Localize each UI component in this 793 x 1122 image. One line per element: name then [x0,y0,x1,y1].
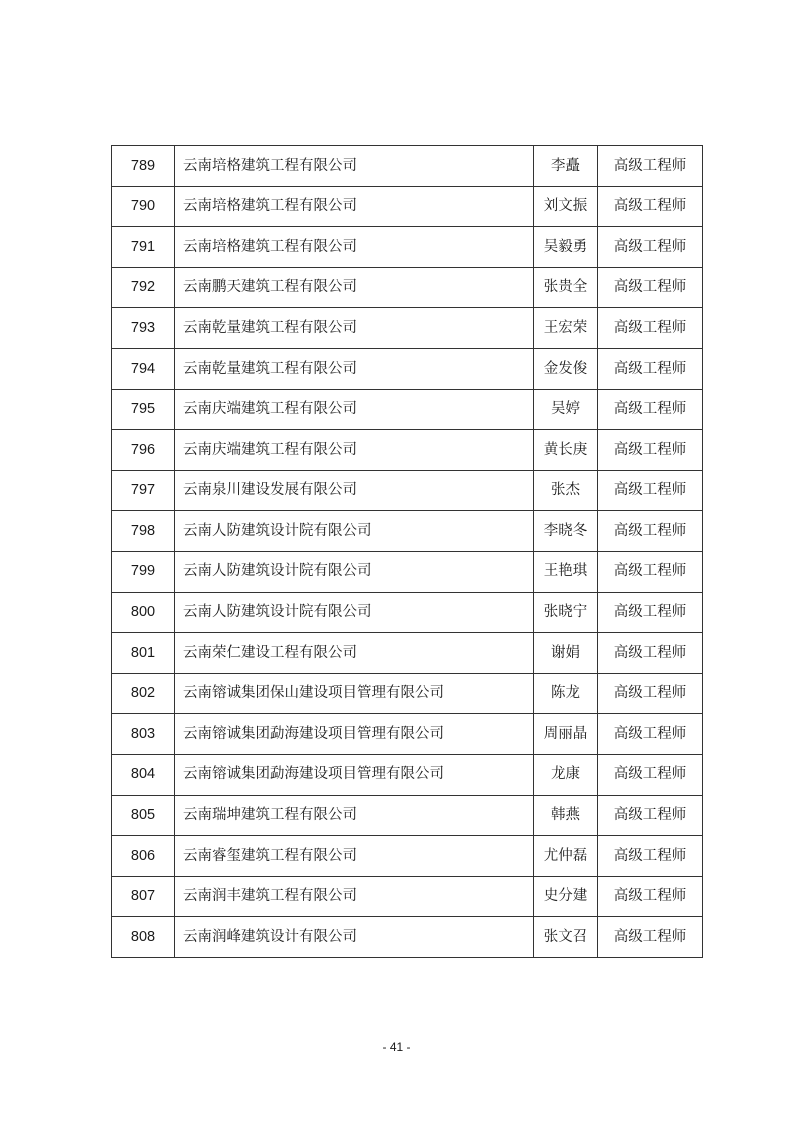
professional-title: 高级工程师 [598,836,703,877]
professional-title: 高级工程师 [598,186,703,227]
row-number: 807 [112,876,175,917]
person-name: 史分建 [534,876,598,917]
professional-title: 高级工程师 [598,430,703,471]
person-name: 张杰 [534,470,598,511]
row-number: 795 [112,389,175,430]
row-number: 799 [112,551,175,592]
table-row [112,430,703,471]
company-name: 云南鹏天建筑工程有限公司 [175,267,534,308]
company-name: 云南荣仁建设工程有限公司 [175,633,534,674]
table-row [112,551,703,592]
company-name: 云南润丰建筑工程有限公司 [175,876,534,917]
company-name: 云南培格建筑工程有限公司 [175,227,534,268]
professional-title: 高级工程师 [598,470,703,511]
table-row [112,511,703,552]
professional-title: 高级工程师 [598,714,703,755]
personnel-table-body [112,146,703,958]
professional-title: 高级工程师 [598,754,703,795]
company-name: 云南人防建筑设计院有限公司 [175,551,534,592]
row-number: 801 [112,633,175,674]
row-number: 805 [112,795,175,836]
professional-title: 高级工程师 [598,146,703,187]
professional-title: 高级工程师 [598,267,703,308]
table-row [112,348,703,389]
person-name: 龙康 [534,754,598,795]
table-row [112,795,703,836]
row-number: 792 [112,267,175,308]
person-name: 尤仲磊 [534,836,598,877]
person-name: 金发俊 [534,348,598,389]
row-number: 796 [112,430,175,471]
table-row [112,673,703,714]
table-row [112,389,703,430]
row-number: 798 [112,511,175,552]
company-name: 云南乾量建筑工程有限公司 [175,308,534,349]
company-name: 云南镕诚集团勐海建设项目管理有限公司 [175,754,534,795]
professional-title: 高级工程师 [598,795,703,836]
table-row [112,227,703,268]
row-number: 789 [112,146,175,187]
company-name: 云南培格建筑工程有限公司 [175,146,534,187]
page-number: - 41 - [382,1040,411,1054]
row-number: 804 [112,754,175,795]
professional-title: 高级工程师 [598,227,703,268]
table-row [112,836,703,877]
table-row [112,186,703,227]
table-row [112,267,703,308]
table-row [112,308,703,349]
person-name: 张晓宁 [534,592,598,633]
person-name: 李晓冬 [534,511,598,552]
table-row [112,592,703,633]
row-number: 802 [112,673,175,714]
company-name: 云南瑞坤建筑工程有限公司 [175,795,534,836]
professional-title: 高级工程师 [598,633,703,674]
table-row [112,633,703,674]
professional-title: 高级工程师 [598,511,703,552]
professional-title: 高级工程师 [598,876,703,917]
company-name: 云南人防建筑设计院有限公司 [175,511,534,552]
table-row [112,876,703,917]
person-name: 吴婷 [534,389,598,430]
row-number: 808 [112,917,175,958]
person-name: 黄长庚 [534,430,598,471]
row-number: 793 [112,308,175,349]
row-number: 800 [112,592,175,633]
person-name: 韩燕 [534,795,598,836]
company-name: 云南乾量建筑工程有限公司 [175,348,534,389]
professional-title: 高级工程师 [598,917,703,958]
row-number: 797 [112,470,175,511]
person-name: 张贵全 [534,267,598,308]
person-name: 吴毅勇 [534,227,598,268]
professional-title: 高级工程师 [598,348,703,389]
row-number: 790 [112,186,175,227]
person-name: 周丽晶 [534,714,598,755]
company-name: 云南镕诚集团勐海建设项目管理有限公司 [175,714,534,755]
professional-title: 高级工程师 [598,551,703,592]
company-name: 云南润峰建筑设计有限公司 [175,917,534,958]
table-row [112,714,703,755]
row-number: 803 [112,714,175,755]
table-row [112,754,703,795]
professional-title: 高级工程师 [598,592,703,633]
row-number: 806 [112,836,175,877]
table-row [112,470,703,511]
professional-title: 高级工程师 [598,673,703,714]
row-number: 794 [112,348,175,389]
company-name: 云南庆端建筑工程有限公司 [175,389,534,430]
person-name: 谢娟 [534,633,598,674]
professional-title: 高级工程师 [598,308,703,349]
person-name: 王艳琪 [534,551,598,592]
table-row [112,917,703,958]
professional-title: 高级工程师 [598,389,703,430]
table-row [112,146,703,187]
company-name: 云南培格建筑工程有限公司 [175,186,534,227]
company-name: 云南镕诚集团保山建设项目管理有限公司 [175,673,534,714]
company-name: 云南人防建筑设计院有限公司 [175,592,534,633]
person-name: 王宏荣 [534,308,598,349]
company-name: 云南泉川建设发展有限公司 [175,470,534,511]
personnel-table [111,145,703,958]
company-name: 云南庆端建筑工程有限公司 [175,430,534,471]
person-name: 刘文振 [534,186,598,227]
person-name: 陈龙 [534,673,598,714]
person-name: 李矗 [534,146,598,187]
row-number: 791 [112,227,175,268]
person-name: 张文召 [534,917,598,958]
company-name: 云南睿玺建筑工程有限公司 [175,836,534,877]
